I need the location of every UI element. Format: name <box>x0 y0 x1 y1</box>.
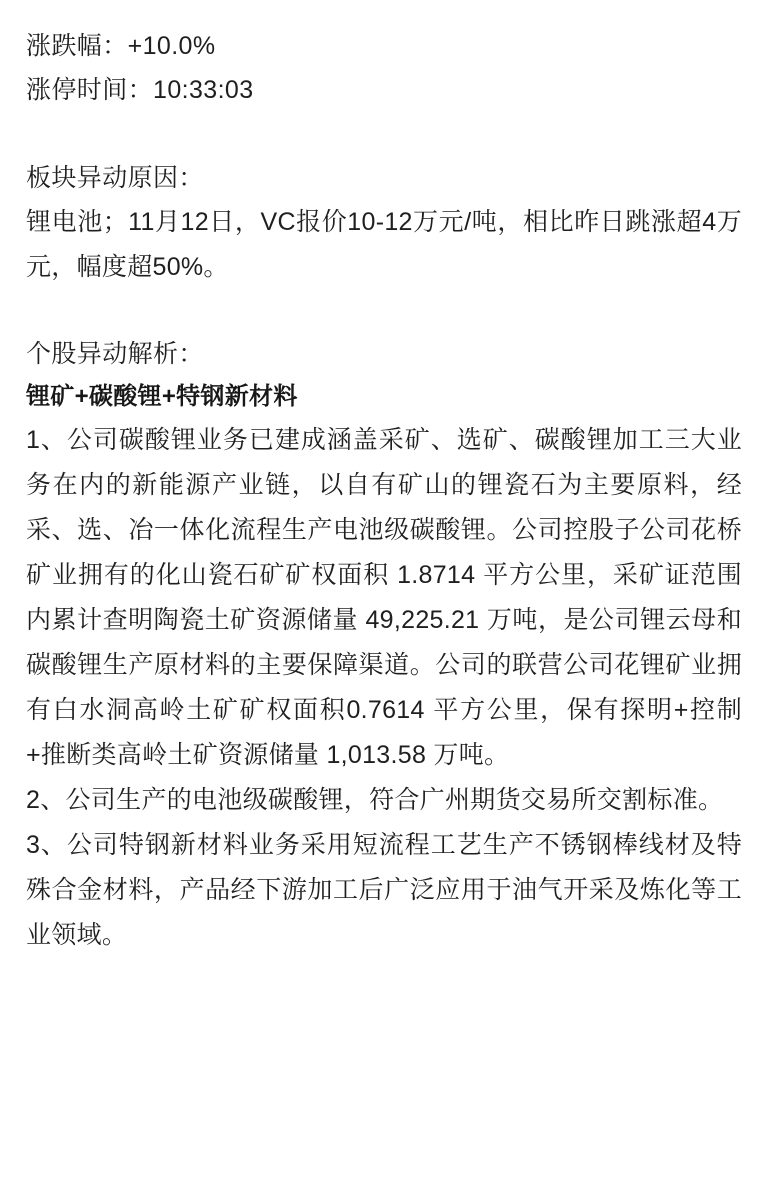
stock-analysis-tags: 锂矿+碳酸锂+特钢新材料 <box>26 383 298 410</box>
stock-analysis-item-1: 1、公司碳酸锂业务已建成涵盖采矿、选矿、碳酸锂加工三大业务在内的新能源产业链，以自有矿山的锂瓷石为主要原料，经采、选、冶一体化流程生产电池级碳酸锂。公司控股子公司花桥矿业拥有的化山瓷石矿矿权面积 1.8714 平方公里，采矿证范围内累计查明陶瓷土矿资源储量 49,225.21 万吨，是公司锂云母和碳酸锂生产原材料的主要保障渠道。公司的联营公司花锂矿业拥有白水洞高岭土矿矿权面积0.7614 平方公里，保有探明+控制+推断类高岭土矿资源储量 1,013.58 万吨。 <box>26 426 742 769</box>
stock-analysis-item-2: 2、公司生产的电池级碳酸锂，符合广州期货交易所交割标准。 <box>26 786 724 814</box>
stats-block <box>26 24 742 112</box>
change-label: 涨跌幅： <box>26 32 128 60</box>
limit-up-time-label: 涨停时间： <box>26 76 154 104</box>
limit-up-time-value: 10:33:03 <box>153 76 254 104</box>
stock-analysis-section <box>26 332 742 958</box>
sector-reason-body: 锂电池；11月12日，VC报价10-12万元/吨，相比昨日跳涨超4万元，幅度超50%。 <box>26 208 742 281</box>
change-row <box>26 24 742 68</box>
sector-reason-section <box>26 156 742 290</box>
stock-analysis-title: 个股异动解析： <box>26 340 204 368</box>
sector-reason-title: 板块异动原因： <box>26 164 204 192</box>
spacer-after-sector <box>26 290 742 332</box>
change-value: +10.0% <box>127 32 216 60</box>
limit-up-time-row <box>26 68 742 112</box>
spacer-after-stats <box>26 112 742 156</box>
stock-analysis-item-3: 3、公司特钢新材料业务采用短流程工艺生产不锈钢棒线材及特殊合金材料，产品经下游加工后广泛应用于油气开采及炼化等工业领域。 <box>26 831 742 949</box>
